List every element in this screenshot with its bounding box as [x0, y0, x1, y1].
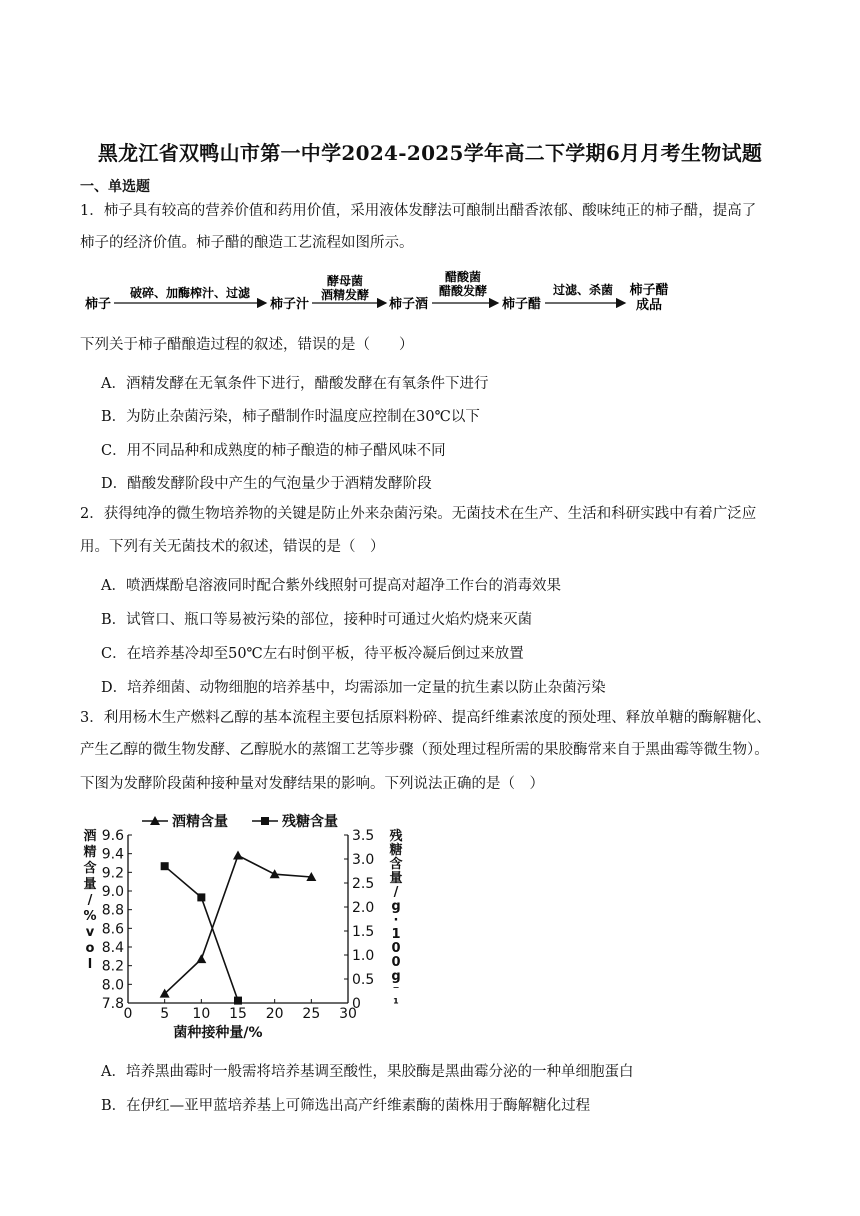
y-right-tick-label: 0	[352, 996, 361, 1012]
q1-option-a[interactable]: A．酒精发酵在无氧条件下进行，醋酸发酵在有氧条件下进行	[101, 376, 489, 392]
y-right-tick-label: 1.5	[352, 924, 375, 940]
y-left-tick-label: 8.2	[101, 958, 124, 975]
q2-stem-line2: 用。下列有关无菌技术的叙述，错误的是（ ）	[80, 539, 385, 555]
x-tick-label: 5	[160, 1006, 170, 1022]
y-left-axis-label: 酒精含量/ % v o l	[83, 829, 97, 972]
y-right-tick-label: 0.5	[352, 972, 375, 988]
y-left-tick-label: 9.2	[101, 865, 124, 882]
flow-label-3-top: 醋酸菌	[444, 270, 482, 284]
q2-option-a[interactable]: A．喷洒煤酚皂溶液同时配合紫外线照射可提高对超净工作台的消毒效果	[101, 578, 561, 594]
y-left-tick-label: 8.0	[101, 977, 124, 994]
data-point-triangle	[196, 954, 206, 963]
q1-question: 下列关于柿子醋酿造过程的叙述，错误的是（ ）	[80, 337, 414, 353]
flow-node-product-top: 柿子醋	[629, 283, 669, 298]
q2-option-b[interactable]: B．试管口、瓶口等易被污染的部位，接种时可通过火焰灼烧来灭菌	[101, 612, 533, 628]
flow-label-1: 破碎、加酶榨汁、过滤	[129, 286, 251, 300]
flow-label-2-top: 酵母菌	[326, 274, 364, 288]
y-right-axis-label: 残糖含量/ g · 1 0 0 g ⁻ ¹	[389, 829, 403, 1012]
y-right-tick-label: 3.0	[352, 852, 375, 868]
flow-node-vinegar: 柿子醋	[502, 297, 542, 312]
q2-option-d[interactable]: D．培养细菌、动物细胞的培养基中，均需添加一定量的抗生素以防止杂菌污染	[101, 680, 606, 696]
q3-stem-line2: 产生乙醇的微生物发酵、乙醇脱水的蒸馏工艺等步骤（预处理过程所需的果胶酶常来自于黑曲霉等微生物）。	[80, 742, 769, 758]
y-right-tick-label: 2.0	[352, 900, 375, 916]
flow-label-3-bottom: 醋酸发酵	[438, 284, 488, 298]
x-tick-label: 20	[265, 1006, 284, 1022]
y-left-tick-label: 9.4	[101, 846, 124, 863]
y-left-tick-label: 9.6	[101, 828, 124, 844]
data-point-triangle	[233, 851, 243, 860]
legend-label-2: 残糖含量	[282, 814, 338, 830]
x-tick-label: 10	[192, 1006, 211, 1022]
y-left-tick-label: 7.8	[101, 996, 124, 1012]
section-heading: 一、单选题	[80, 179, 150, 195]
flow-node-persimmon: 柿子	[85, 297, 112, 312]
q1-stem-line1: 1．柿子具有较高的营养价值和药用价值，采用液体发酵法可酿制出醋香浓郁、酸味纯正的柿子醋，提高了	[80, 203, 757, 219]
y-left-tick-label: 8.4	[101, 940, 124, 956]
q3-option-b[interactable]: B．在伊红—亚甲蓝培养基上可筛选出高产纤维素酶的菌株用于酶解糖化过程	[101, 1098, 591, 1114]
q1-option-c[interactable]: C．用不同品种和成熟度的柿子酿造的柿子醋风味不同	[101, 443, 446, 459]
q2-stem-line1: 2．获得纯净的微生物培养物的关键是防止外来杂菌污染。无菌技术在生产、生活和科研实践中有着广泛应	[80, 506, 757, 522]
series-line-1	[165, 856, 312, 994]
flow-node-product-bottom: 成品	[635, 298, 663, 313]
flow-node-juice: 柿子汁	[270, 297, 310, 312]
x-axis-label: 菌种接种量/%	[173, 1025, 263, 1041]
y-right-tick-label: 2.5	[352, 876, 375, 892]
y-right-tick-label: 3.5	[352, 828, 375, 844]
flow-label-4: 过滤、杀菌	[552, 283, 614, 297]
data-point-square	[197, 893, 205, 901]
x-tick-label: 15	[229, 1006, 247, 1022]
q1-option-d[interactable]: D．醋酸发酵阶段中产生的气泡量少于酒精发酵阶段	[101, 476, 432, 492]
x-tick-label: 25	[302, 1006, 321, 1022]
y-right-tick-label: 1.0	[352, 948, 375, 964]
q3-stem-line1: 3．利用杨木生产燃料乙醇的基本流程主要包括原料粉碎、提高纤维素浓度的预处理、释放单糖的酶解糖化、	[80, 710, 771, 726]
q1-option-b[interactable]: B．为防止杂菌污染，柿子醋制作时温度应控制在30℃以下	[101, 409, 480, 425]
legend-marker-square	[261, 817, 269, 825]
q1-flow-diagram	[80, 268, 720, 320]
y-left-tick-label: 8.8	[101, 902, 124, 919]
data-point-square	[161, 862, 169, 870]
page-title: 黑龙江省双鸭山市第一中学2024-2025学年高二下学期6月月考生物试题	[97, 141, 763, 165]
y-left-tick-label: 9.0	[101, 884, 124, 900]
q1-stem-line2: 柿子的经济价值。柿子醋的酿造工艺流程如图所示。	[80, 235, 414, 251]
q2-option-c[interactable]: C．在培养基冷却至50℃左右时倒平板，待平板冷凝后倒过来放置	[101, 646, 524, 662]
q3-option-a[interactable]: A．培养黑曲霉时一般需将培养基调至酸性，果胶酶是黑曲霉分泌的一种单细胞蛋白	[101, 1064, 634, 1080]
legend-label-1: 酒精含量	[172, 814, 228, 830]
flow-label-2-bottom: 酒精发酵	[320, 288, 370, 302]
flow-node-wine: 柿子酒	[389, 297, 429, 312]
q3-line-chart	[78, 808, 418, 1048]
x-tick-label: 30	[339, 1006, 357, 1022]
y-left-tick-label: 8.6	[101, 921, 124, 938]
x-tick-label: 0	[123, 1006, 133, 1022]
q3-stem-line3: 下图为发酵阶段菌种接种量对发酵结果的影响。下列说法正确的是（ ）	[80, 776, 544, 792]
data-point-square	[234, 997, 242, 1005]
